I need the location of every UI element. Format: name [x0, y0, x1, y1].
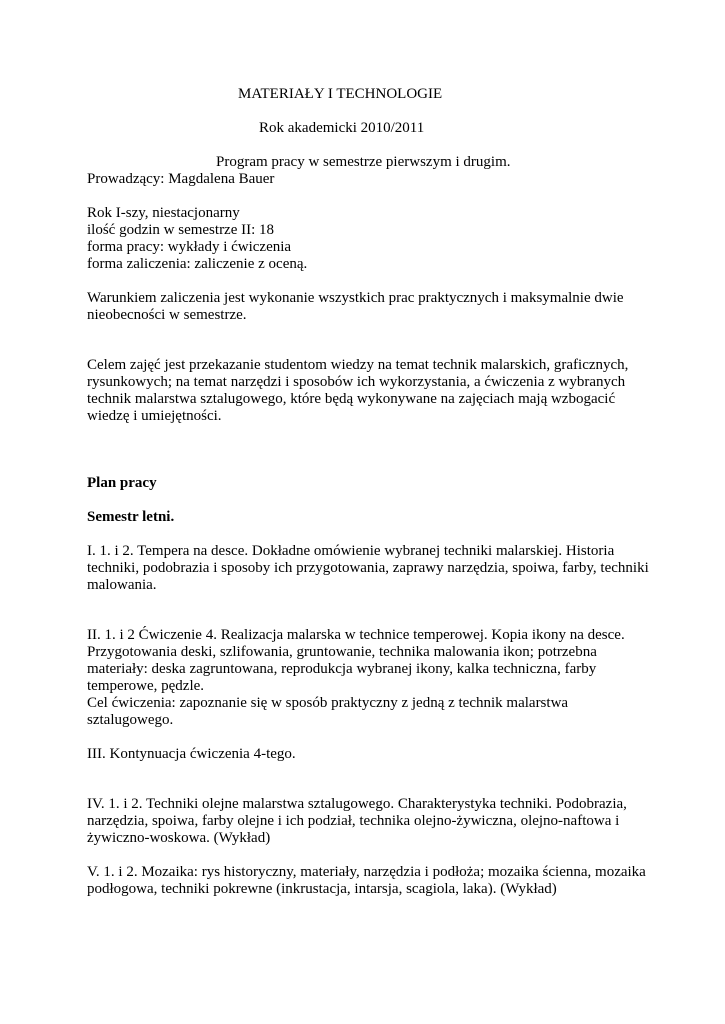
program-title: Program pracy w semestrze pierwszym i drugim.: [216, 154, 511, 170]
conditions-paragraph-line: Warunkiem zaliczenia jest wykonanie wszystkich prac praktycznych i maksymalnie dwie: [87, 290, 624, 306]
course-info-line: forma zaliczenia: zaliczenie z oceną.: [87, 256, 308, 272]
instructor-line: Prowadzący: Magdalena Bauer: [87, 171, 275, 187]
section-1-line: malowania.: [87, 577, 157, 593]
section-3-line: III. Kontynuacja ćwiczenia 4-tego.: [87, 746, 296, 762]
course-info-line: ilość godzin w semestrze II: 18: [87, 222, 275, 238]
goal-paragraph-line: wiedzę i umiejętności.: [87, 408, 222, 424]
section-1-line: I. 1. i 2. Tempera na desce. Dokładne omówienie wybranej techniki malarskiej. Historia: [87, 543, 615, 559]
section-5-line: podłogowa, techniki pokrewne (inkrustacja, intarsja, scagiola, laka). (Wykład): [87, 881, 557, 897]
course-info-line: forma pracy: wykłady i ćwiczenia: [87, 239, 292, 255]
section-2-line: temperowe, pędzle.: [87, 678, 205, 694]
semester-heading: Semestr letni.: [87, 509, 175, 525]
conditions-paragraph-line: nieobecności w semestrze.: [87, 307, 247, 323]
goal-paragraph-line: Celem zajęć jest przekazanie studentom wiedzy na temat technik malarskich, graficznych,: [87, 357, 629, 373]
goal-paragraph-line: rysunkowych; na temat narzędzi i sposobów ich wykorzystania, a ćwiczenia z wybranych: [87, 374, 626, 390]
goal-paragraph-line: technik malarstwa sztalugowego, które będą wykonywane na zajęciach mają wzbogacić: [87, 391, 616, 407]
section-2-line: sztalugowego.: [87, 712, 174, 728]
course-info-line: Rok I-szy, niestacjonarny: [87, 205, 240, 221]
section-4-line: IV. 1. i 2. Techniki olejne malarstwa sztalugowego. Charakterystyka techniki. Podobrazia,: [87, 796, 627, 812]
academic-year: Rok akademicki 2010/2011: [259, 120, 425, 136]
section-2-line: II. 1. i 2 Ćwiczenie 4. Realizacja malarska w technice temperowej. Kopia ikony na desce.: [87, 627, 625, 643]
section-2-line: Cel ćwiczenia: zapoznanie się w sposób praktyczny z jedną z technik malarstwa: [87, 695, 569, 711]
document-title: MATERIAŁY I TECHNOLOGIE: [238, 86, 443, 102]
section-5-line: V. 1. i 2. Mozaika: rys historyczny, materiały, narzędzia i podłoża; mozaika ścienna, mozaika: [87, 864, 646, 880]
section-1-line: techniki, podobrazia i sposoby ich przygotowania, zaprawy narzędzia, spoiwa, farby, techniki: [87, 560, 649, 576]
section-2-line: Przygotowania deski, szlifowania, gruntowanie, technika malowania ikon; potrzebna: [87, 644, 597, 660]
plan-heading: Plan pracy: [87, 475, 157, 491]
section-4-line: żywiczno-woskowa. (Wykład): [87, 830, 271, 846]
section-2-line: materiały: deska zagruntowana, reprodukcja wybranej ikony, kalka techniczna, farby: [87, 661, 597, 677]
section-4-line: narzędzia, spoiwa, farby olejne i ich podział, technika olejno-żywiczna, olejno-naftowa i: [87, 813, 620, 829]
